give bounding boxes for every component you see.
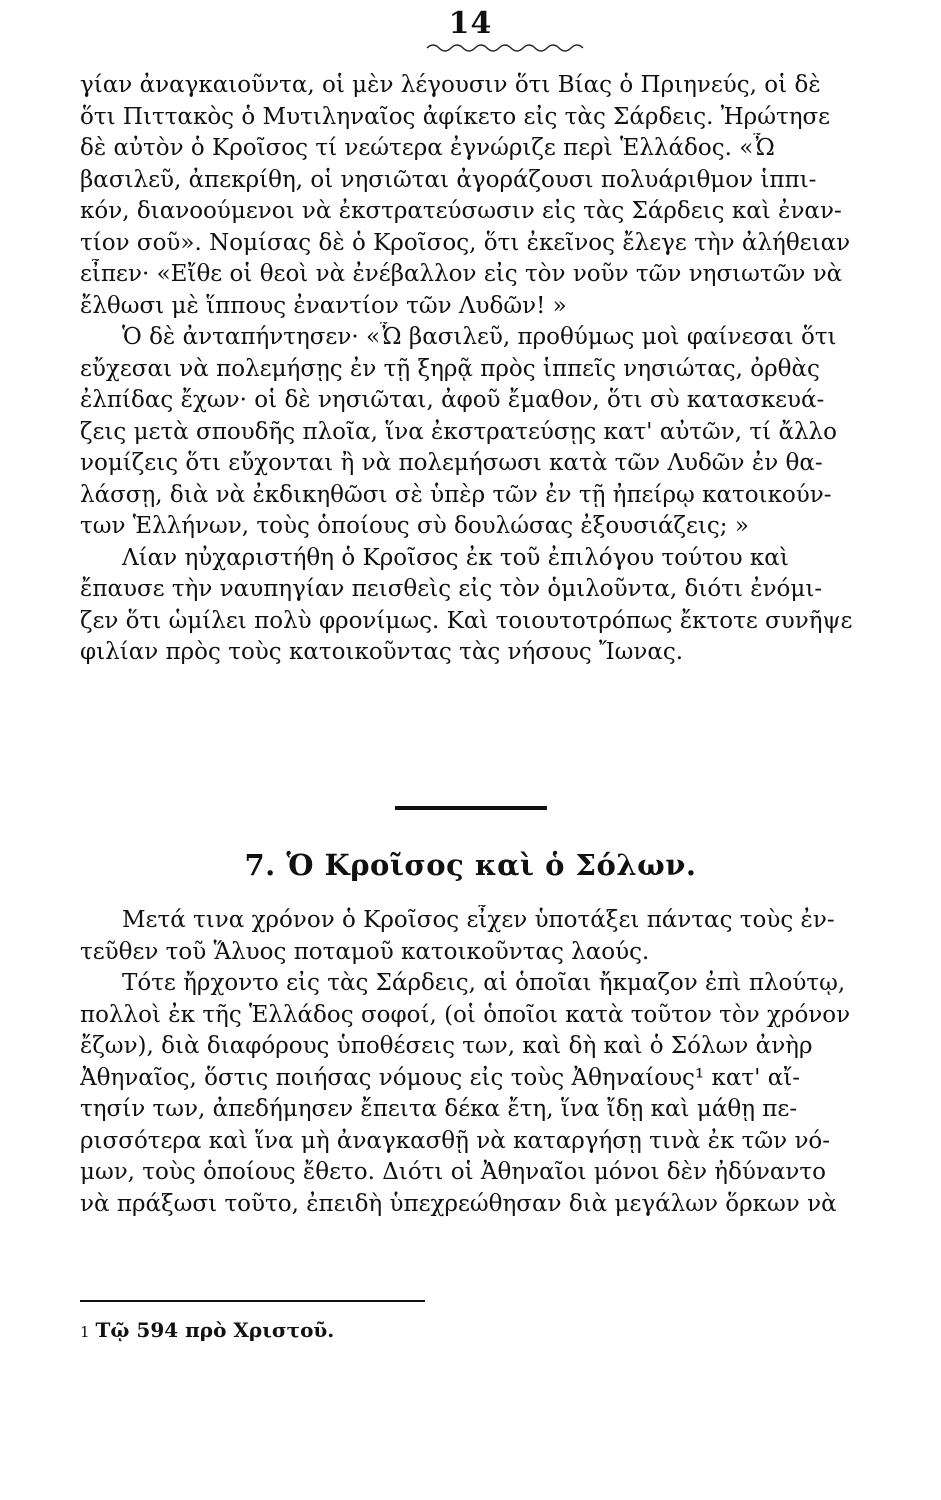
text-line: Ἀθηναῖος, ὅστις ποιήσας νόμους εἰς τοὺς Ἀθηναίους¹ κατ' αἴ- (80, 1064, 801, 1091)
paragraph (80, 905, 910, 968)
text-line: μων, τοὺς ὁποίους ἔθετο. Διότι οἱ Ἀθηναῖοι μόνοι δὲν ἠδύναντο (80, 1159, 826, 1185)
text-line: λάσσῃ, διὰ νὰ ἐκδικηθῶσι σὲ ὑπὲρ τῶν ἐν τῇ ἠπείρῳ κατοικούν- (80, 481, 832, 508)
text-line: Μετά τινα χρόνον ὁ Κροῖσος εἶχεν ὑποτάξει πάντας τοὺς ἐν- (122, 907, 835, 933)
paragraph (80, 70, 910, 322)
text-line: των Ἑλλήνων, τοὺς ὁποίους σὺ δουλώσας ἐξουσιάζεις; » (80, 513, 749, 539)
text-line: κόν, διανοούμενοι νὰ ἐκστρατεύσωσιν εἰς τὰς Σάρδεις καὶ ἐναν- (80, 198, 842, 224)
text-line: ὅτι Πιττακὸς ὁ Μυτιληναῖος ἀφίκετο εἰς τὰς Σάρδεις. Ἠρώτησε (80, 103, 831, 130)
text-line: τεῦθεν τοῦ Ἅλυος ποταμοῦ κατοικοῦντας λαούς. (80, 938, 650, 965)
text-line: τησίν των, ἀπεδήμησεν ἔπειτα δέκα ἔτη, ἵνα ἴδῃ καὶ μάθῃ πε- (80, 1096, 798, 1122)
text-line: εὔχεσαι νὰ πολεμήσῃς ἐν τῇ ξηρᾷ πρὸς ἱππεῖς νησιώτας, ὀρθὰς (80, 355, 820, 382)
text-line: πολλοὶ ἐκ τῆς Ἑλλάδος σοφοί, (οἱ ὁποῖοι κατὰ τοῦτον τὸν χρόνον (80, 1001, 851, 1028)
paragraph (80, 543, 910, 669)
footnote-divider (80, 1300, 425, 1302)
text-line: εἶπεν· «Εἴθε οἱ θεοὶ νὰ ἐνέβαλλον εἰς τὸν νοῦν τῶν νησιωτῶν νὰ (80, 261, 843, 287)
text-line: τίον σοῦ». Νομίσας δὲ ὁ Κροῖσος, ὅτι ἐκεῖνος ἔλεγε τὴν ἀλήθειαν (80, 229, 851, 256)
text-line: γίαν ἀναγκαιοῦντα, οἱ μὲν λέγουσιν ὅτι Βίας ὁ Πριηνεύς, οἱ δὲ (80, 72, 821, 98)
text-line: νὰ πράξωσι τοῦτο, ἐπειδὴ ὑπεχρεώθησαν διὰ μεγάλων ὅρκων νὰ (80, 1190, 837, 1217)
text-line: ζεν ὅτι ὡμίλει πολὺ φρονίμως. Καὶ τοιουτοτρόπως ἔκτοτε συνῆψε (80, 607, 853, 634)
text-line: Λίαν ηὐχαριστήθη ὁ Κροῖσος ἐκ τοῦ ἐπιλόγου τούτου καὶ (122, 544, 789, 571)
footnote-marker: 1 (80, 1323, 90, 1341)
text-line: Ὁ δὲ ἀνταπήντησεν· «Ὦ βασιλεῦ, προθύμως μοὶ φαίνεσαι ὅτι (122, 324, 837, 350)
text-line: βασιλεῦ, ἀπεκρίθη, οἱ νησιῶται ἀγοράζουσι πολυάριθμον ἱππι- (80, 166, 817, 193)
text-line: ἔπαυσε τὴν ναυπηγίαν πεισθεὶς εἰς τὸν ὁμιλοῦντα, διότι ἐνόμι- (80, 576, 823, 602)
text-line: ζεις μετὰ σπουδῆς πλοῖα, ἵνα ἐκστρατεύσῃς κατ' αὐτῶν, τί ἄλλο (80, 418, 837, 445)
body-text-bottom (80, 905, 910, 1220)
page-number-ornament (425, 40, 585, 54)
text-line: ἔζων), διὰ διαφόρους ὑποθέσεις των, καὶ δὴ καὶ ὁ Σόλων ἀνὴρ (80, 1033, 813, 1059)
text-line: Τότε ἤρχοντο εἰς τὰς Σάρδεις, αἱ ὁποῖαι ἤκμαζον ἐπὶ πλούτῳ, (122, 970, 846, 996)
page-number: 14 (448, 6, 493, 41)
footnote (80, 1318, 910, 1342)
footnote-text: Τῷ 594 πρὸ Χριστοῦ. (95, 1318, 335, 1342)
body-text-top (80, 70, 910, 669)
section-heading: 7. Ὁ Κροῖσος καὶ ὁ Σόλων. (244, 848, 697, 882)
text-line: νομίζεις ὅτι εὔχονται ἢ νὰ πολεμήσωσι κατὰ τῶν Λυδῶν ἐν θα- (80, 450, 823, 476)
text-line: φιλίαν πρὸς τοὺς κατοικοῦντας τὰς νήσους Ἴωνας. (80, 639, 684, 665)
text-line: ἔλθωσι μὲ ἵππους ἐναντίον τῶν Λυδῶν! » (80, 292, 567, 319)
paragraph (80, 322, 910, 543)
text-line: ἐλπίδας ἔχων· οἱ δὲ νησιῶται, ἀφοῦ ἔμαθον, ὅτι σὺ κατασκευά- (80, 387, 825, 413)
text-line: δὲ αὐτὸν ὁ Κροῖσος τί νεώτερα ἐγνώριζε περὶ Ἑλλάδος. «Ὦ (80, 135, 775, 161)
section-divider (395, 806, 547, 810)
text-line: ρισσότερα καὶ ἵνα μὴ ἀναγκασθῇ νὰ καταργήσῃ τινὰ ἐκ τῶν νό- (80, 1127, 831, 1154)
paragraph (80, 968, 910, 1220)
